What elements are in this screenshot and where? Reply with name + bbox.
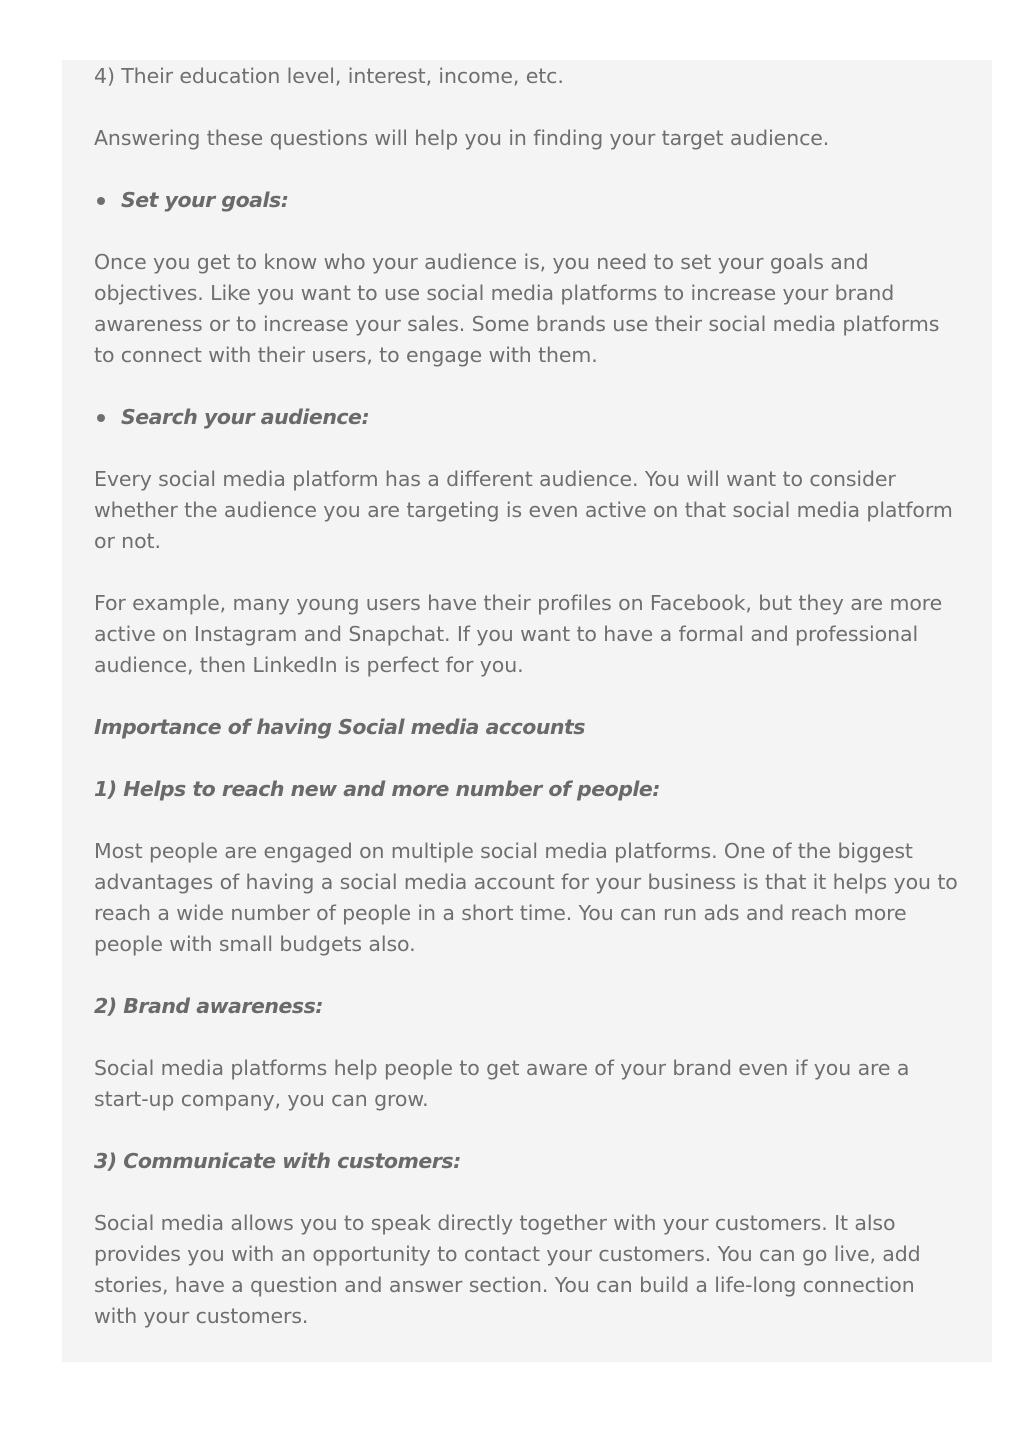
bullet-set-goals-label: Set your goals:: [121, 188, 289, 212]
intro-list-item: 4) Their education level, interest, income, etc.: [94, 64, 564, 88]
article-body: [94, 61, 964, 1363]
heading-reach-people: 1) Helps to reach new and more number of people:: [94, 777, 661, 801]
bullet-set-goals: [94, 185, 964, 216]
search-paragraph-1: Every social media platform has a different audience. You will want to consider whether the audience you are targeting is even active on that social media platform or not.: [94, 467, 953, 553]
heading-brand-awareness: 2) Brand awareness:: [94, 994, 323, 1018]
paragraph-brand-awareness: Social media platforms help people to get aware of your brand even if you are a start-up company, you can grow.: [94, 1056, 910, 1111]
paragraph-communicate: Social media allows you to speak directly together with your customers. It also provides you with an opportunity to contact your customers. You can go live, add stories, have a question and answer section. You can build a life-long connection with your customers.: [94, 1211, 921, 1328]
section-heading: Importance of having Social media accounts: [94, 715, 586, 739]
bullet-dot-icon: [97, 414, 105, 422]
intro-paragraph: Answering these questions will help you in finding your target audience.: [94, 126, 830, 150]
search-paragraph-2: For example, many young users have their profiles on Facebook, but they are more active on Instagram and Snapchat. If you want to have a formal and professional audience, then LinkedIn is perfect for you.: [94, 591, 943, 677]
bullet-search-audience: [94, 402, 964, 433]
goals-paragraph: Once you get to know who your audience is, you need to set your goals and objectives. Like you want to use social media platforms to increase your brand awareness or to increase your sales. Some brands use their social media platforms to connect with their users, to engage with them.: [94, 250, 940, 367]
bullet-search-audience-label: Search your audience:: [121, 405, 370, 429]
paragraph-reach-people: Most people are engaged on multiple social media platforms. One of the biggest advantages of having a social media account for your business is that it helps you to reach a wide number of people in a short time. You can run ads and reach more people with small budgets also.: [94, 839, 958, 956]
heading-communicate: 3) Communicate with customers:: [94, 1149, 461, 1173]
bullet-dot-icon: [97, 197, 105, 205]
